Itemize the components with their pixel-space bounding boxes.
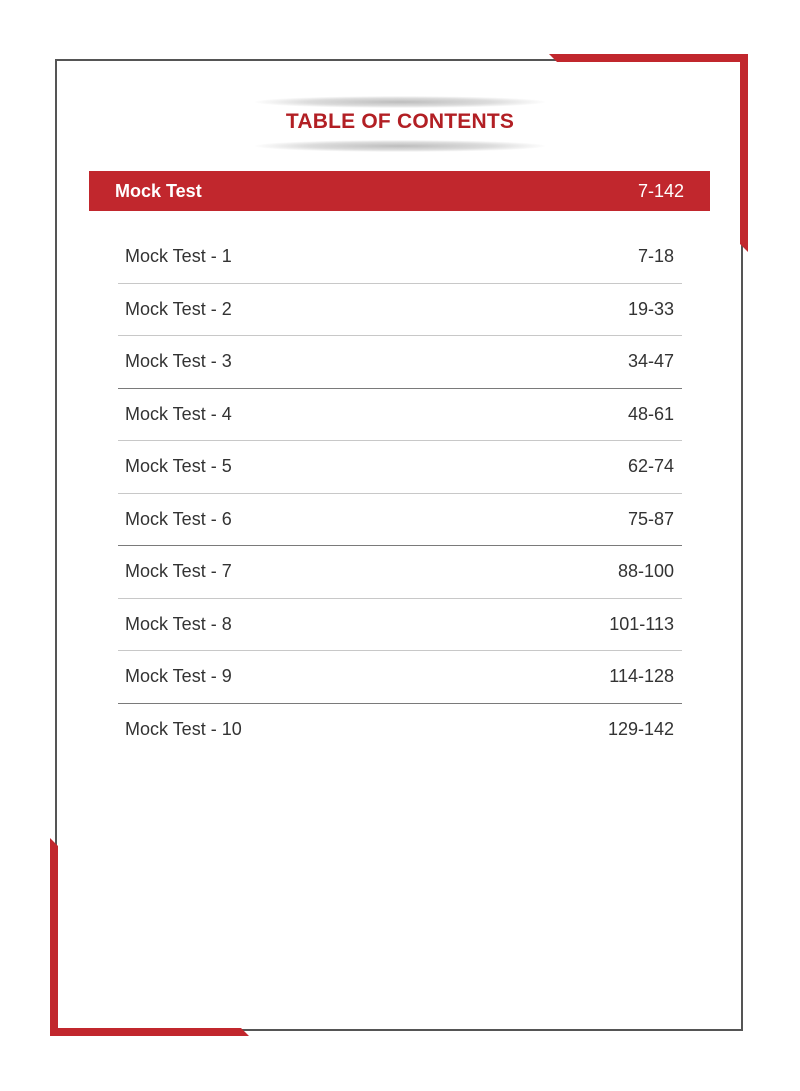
section-pages: 7-142 [637,180,684,201]
toc-entry[interactable] [118,546,682,599]
toc-entry-label: Mock Test - 9 [125,666,232,687]
toc-entry-label: Mock Test - 7 [125,561,232,582]
toc-entry-label: Mock Test - 10 [125,719,242,740]
toc-entry[interactable] [118,599,682,652]
toc-entry-label: Mock Test - 8 [125,613,232,634]
toc-list [118,231,682,756]
title-swoosh-top [255,96,545,108]
toc-entry-pages: 48-61 [627,403,674,424]
toc-entry[interactable] [118,389,682,442]
toc-entry-pages: 34-47 [627,351,674,372]
corner-accent-bottom-left [50,1028,249,1036]
toc-entry-label: Mock Test - 1 [125,246,232,267]
toc-entry-pages: 101-113 [609,613,674,634]
toc-entry[interactable] [118,704,682,757]
toc-entry-label: Mock Test - 3 [125,351,232,372]
toc-entry-pages: 19-33 [627,298,674,319]
toc-entry[interactable] [118,441,682,494]
section-header[interactable] [89,171,710,211]
toc-entry-label: Mock Test - 5 [125,456,232,477]
page-title: TABLE OF CONTENTS [285,110,515,133]
toc-entry-label: Mock Test - 6 [125,508,232,529]
toc-entry[interactable] [118,494,682,547]
toc-entry-pages: 88-100 [617,561,674,582]
section-title: Mock Test [115,180,202,201]
corner-accent-top-right [549,54,748,62]
corner-accent-bottom-left-vertical [50,838,58,1036]
toc-entry[interactable] [118,231,682,284]
toc-entry[interactable] [118,336,682,389]
toc-entry-pages: 114-128 [609,666,674,687]
toc-entry[interactable] [118,284,682,337]
toc-entry-pages: 7-18 [637,246,674,267]
title-swoosh-bottom [255,140,545,152]
toc-entry-pages: 75-87 [627,508,674,529]
toc-entry-label: Mock Test - 2 [125,298,232,319]
toc-entry-pages: 129-142 [607,719,674,740]
toc-entry-label: Mock Test - 4 [125,403,232,424]
corner-accent-top-right-vertical [740,54,748,252]
toc-entry[interactable] [118,651,682,704]
title-banner [255,96,545,152]
toc-entry-pages: 62-74 [627,456,674,477]
